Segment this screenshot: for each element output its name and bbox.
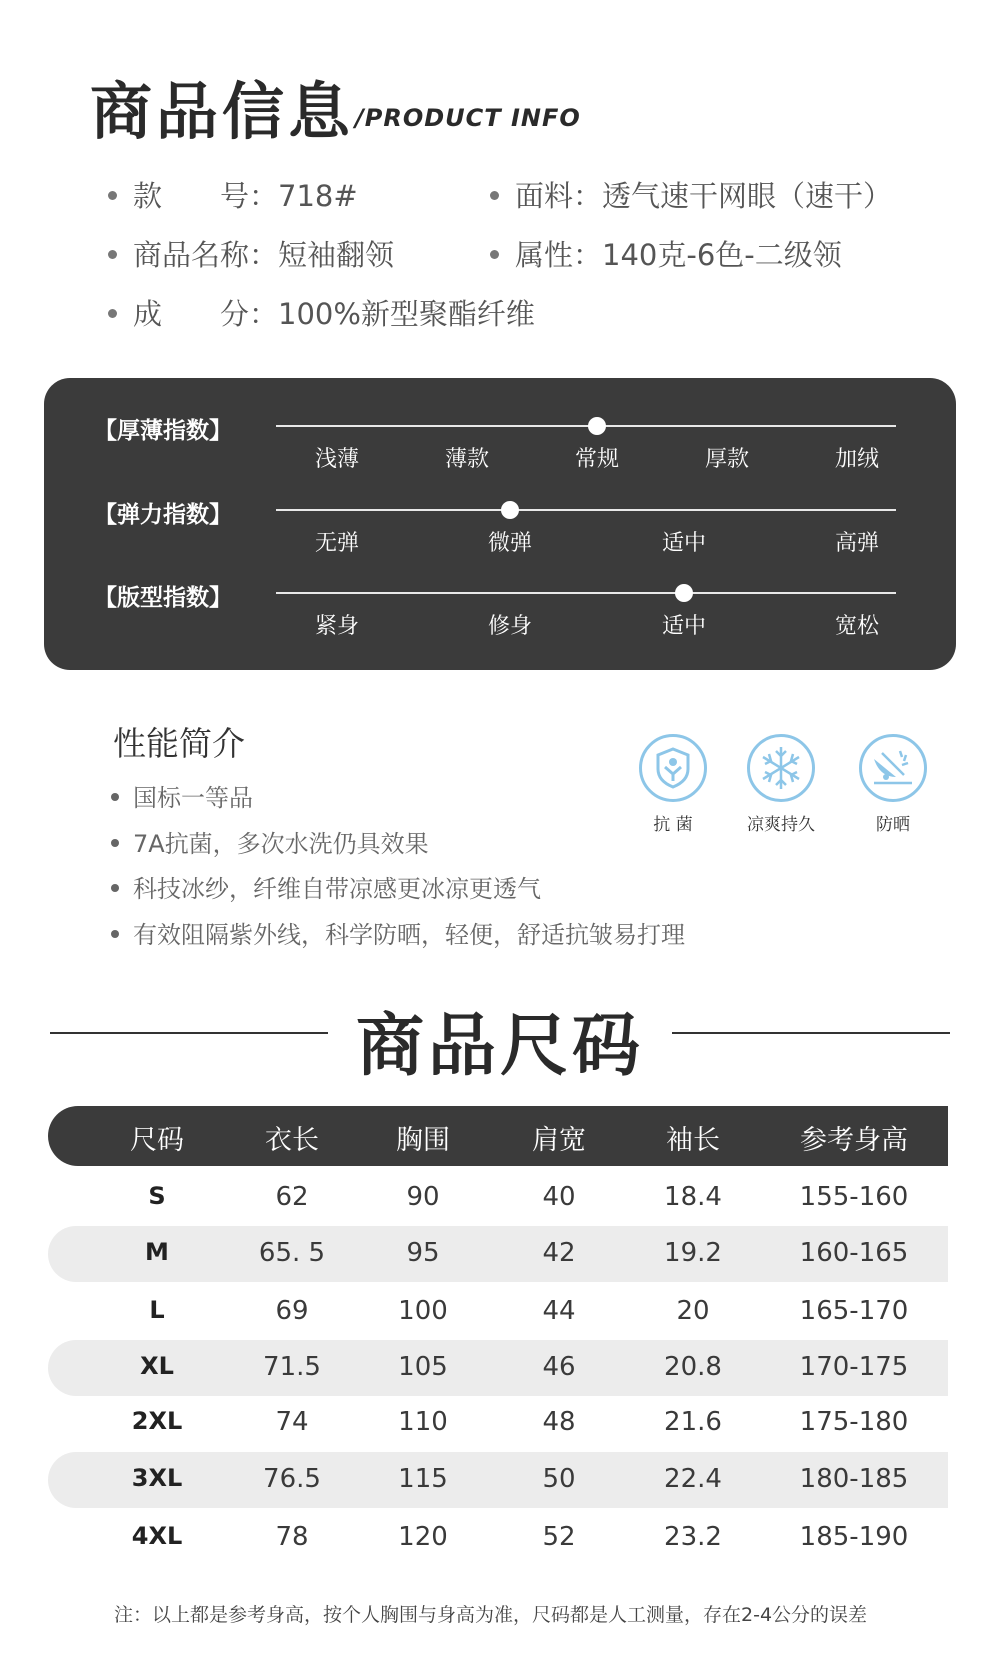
- table-cell: 95: [406, 1238, 440, 1268]
- shield-person-icon: [639, 734, 707, 802]
- spec-item-composition: 成 分：100%新型聚酯纤维: [108, 292, 535, 333]
- bullet-dot: [108, 191, 117, 200]
- table-cell: 50: [542, 1464, 576, 1494]
- performance-item: 有效阻隔紫外线，科学防晒，轻便，舒适抗皱易打理: [111, 915, 685, 950]
- feature-label: 防晒: [876, 815, 910, 835]
- table-header-cell: 肩宽: [532, 1125, 586, 1156]
- table-cell: 62: [275, 1182, 309, 1212]
- table-row: [48, 1284, 948, 1340]
- size-cell: M: [145, 1238, 169, 1266]
- spec-item-style-no: 款 号：718#: [108, 174, 358, 215]
- table-cell: 115: [398, 1464, 448, 1494]
- table-row: [48, 1170, 948, 1226]
- thickness-option: 加绒: [834, 447, 880, 472]
- table-cell: 65. 5: [258, 1238, 326, 1268]
- table-cell: 165-170: [799, 1296, 909, 1326]
- table-row: [48, 1226, 948, 1282]
- fit-index-marker: [675, 584, 693, 602]
- bullet-dot: [111, 884, 119, 892]
- table-cell: 185-190: [799, 1522, 909, 1552]
- elasticity-option: 高弹: [834, 531, 880, 556]
- size-cell: 4XL: [131, 1522, 183, 1550]
- bullet-dot: [108, 309, 117, 318]
- table-cell: 170-175: [799, 1352, 909, 1382]
- thickness-index-marker: [588, 417, 606, 435]
- table-header-cell: 胸围: [396, 1125, 450, 1156]
- performance-item: 科技冰纱，纤维自带凉感更冰凉更透气: [111, 869, 541, 904]
- spec-item-attribute: 属性：140克-6色-二级领: [490, 233, 842, 274]
- table-cell: 69: [275, 1296, 309, 1326]
- table-cell: 23.2: [664, 1522, 722, 1552]
- table-cell: 78: [275, 1522, 309, 1552]
- elasticity-option: 适中: [661, 531, 707, 556]
- table-cell: 76.5: [263, 1464, 321, 1494]
- bullet-dot: [108, 250, 117, 259]
- table-cell: 20.8: [664, 1352, 722, 1382]
- footnote: 注：以上都是参考身高，按个人胸围与身高为准，尺码都是人工测量，存在2-4公分的误差: [114, 1604, 868, 1626]
- table-cell: 52: [542, 1522, 576, 1552]
- thickness-index-label: 【厚薄指数】: [94, 418, 232, 444]
- fit-index-track: [276, 592, 896, 594]
- fit-option: 适中: [661, 614, 707, 639]
- fit-option: 宽松: [834, 614, 880, 639]
- spec-item-product-name: 商品名称：短袖翻领: [108, 233, 394, 274]
- size-cell: 3XL: [131, 1464, 183, 1492]
- elasticity-index-label: 【弹力指数】: [94, 502, 232, 528]
- bullet-dot: [490, 250, 499, 259]
- thickness-option: 常规: [574, 447, 620, 472]
- table-row: [48, 1452, 948, 1508]
- table-cell: 18.4: [664, 1182, 722, 1212]
- table-cell: 90: [406, 1182, 440, 1212]
- elasticity-option: 微弹: [487, 531, 533, 556]
- bullet-dot: [490, 191, 499, 200]
- size-cell: L: [149, 1296, 165, 1324]
- size-cell: 2XL: [131, 1407, 183, 1435]
- table-cell: 42: [542, 1238, 576, 1268]
- table-cell: 21.6: [664, 1407, 722, 1437]
- size-cell: XL: [140, 1352, 174, 1380]
- bullet-dot: [111, 930, 119, 938]
- table-header-cell: 尺码: [130, 1125, 184, 1156]
- table-cell: 160-165: [799, 1238, 909, 1268]
- table-cell: 19.2: [664, 1238, 722, 1268]
- table-cell: 74: [275, 1407, 309, 1437]
- thickness-option: 薄款: [444, 447, 490, 472]
- table-cell: 120: [398, 1522, 448, 1552]
- thickness-index-track: [276, 425, 896, 427]
- page-title: 商品信息: [90, 75, 355, 148]
- elasticity-index-marker: [501, 501, 519, 519]
- table-cell: 71.5: [263, 1352, 321, 1382]
- table-row: [48, 1340, 948, 1396]
- feature-label: 凉爽持久: [747, 815, 815, 835]
- fit-option: 修身: [487, 614, 533, 639]
- sun-umbrella-icon: [859, 734, 927, 802]
- size-section-title: 商品尺码: [355, 1007, 644, 1086]
- snowflake-icon: [747, 734, 815, 802]
- spec-item-fabric: 面料：透气速干网眼（速干）: [490, 174, 892, 215]
- table-cell: 110: [398, 1407, 448, 1437]
- table-cell: 48: [542, 1407, 576, 1437]
- table-cell: 180-185: [799, 1464, 909, 1494]
- thickness-option: 厚款: [704, 447, 750, 472]
- table-row: [48, 1395, 948, 1451]
- size-table-header: [48, 1106, 948, 1166]
- feature-label: 抗 菌: [653, 815, 693, 835]
- index-panel: [44, 378, 956, 670]
- table-row: [48, 1510, 948, 1566]
- table-header-cell: 参考身高: [800, 1125, 908, 1156]
- fit-option: 紧身: [314, 614, 360, 639]
- elasticity-index-track: [276, 509, 896, 511]
- table-header-cell: 衣长: [265, 1125, 319, 1156]
- feature-sun-protection: [838, 734, 948, 835]
- performance-title: 性能简介: [113, 724, 245, 763]
- feature-antibacterial: [618, 734, 728, 835]
- table-cell: 100: [398, 1296, 448, 1326]
- performance-item: 7A抗菌，多次水洗仍具效果: [111, 824, 429, 859]
- elasticity-option: 无弹: [314, 531, 360, 556]
- page-subtitle: /PRODUCT INFO: [355, 104, 581, 132]
- fit-index-label: 【版型指数】: [94, 585, 232, 611]
- bullet-dot: [111, 793, 119, 801]
- table-cell: 20: [676, 1296, 710, 1326]
- table-header-cell: 袖长: [666, 1125, 720, 1156]
- size-cell: S: [148, 1182, 166, 1210]
- table-cell: 46: [542, 1352, 576, 1382]
- bullet-dot: [111, 839, 119, 847]
- thickness-option: 浅薄: [314, 447, 360, 472]
- table-cell: 44: [542, 1296, 576, 1326]
- table-cell: 155-160: [799, 1182, 909, 1212]
- table-cell: 22.4: [664, 1464, 722, 1494]
- table-cell: 40: [542, 1182, 576, 1212]
- table-cell: 175-180: [799, 1407, 909, 1437]
- feature-cooling: [726, 734, 836, 835]
- table-cell: 105: [398, 1352, 448, 1382]
- performance-item: 国标一等品: [111, 778, 253, 813]
